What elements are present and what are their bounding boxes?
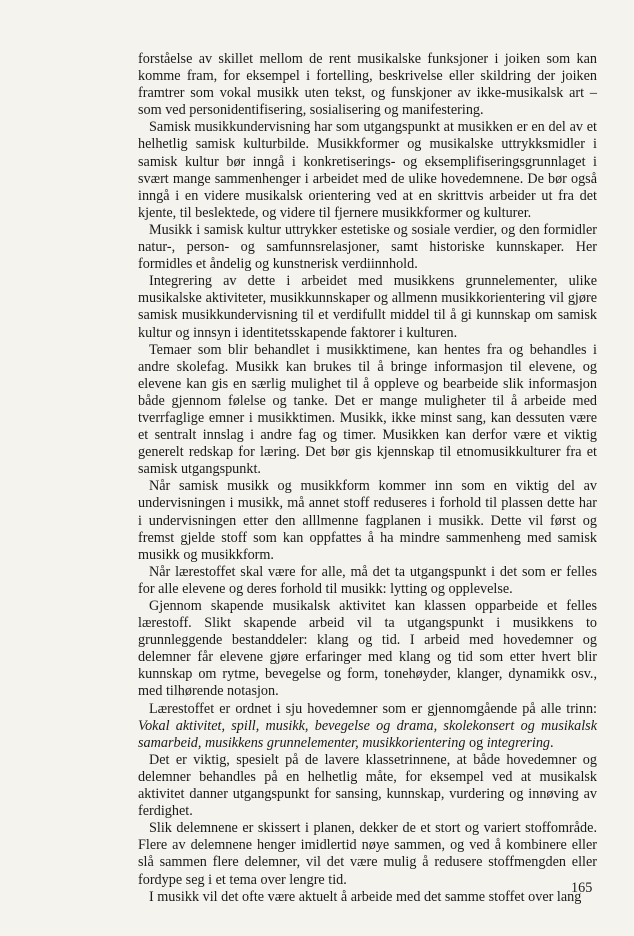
paragraph-9-main-topics: Vokal aktivitet, spill, musikk, bevegelse og drama, skolekonsert og musikalsk samarbeid, musikkens grunnelementer, musikkorientering [138,717,597,751]
paragraph-12: I musikk vil det ofte være aktuelt å arbeide med det samme stoffet over lang [149,888,582,905]
paragraph-10: Det er viktig, spesielt på de lavere klassetrinnene, at både hovedemner og delemner behandles på en helhetlig måte, for eksempel ved at musikalsk aktivitet danner utgangspunkt for sansing, kunnskap, vurdering og innøving av ferdighet. [138,751,597,820]
paragraph-7: Når lærestoffet skal være for alle, må det ta utgangspunkt i det som er felles for alle elevene og deres forhold til musikk: lytting og opplevelse. [138,563,597,597]
paragraph-5: Temaer som blir behandlet i musikktimene, kan hentes fra og behandles i andre skolefag. Musikk kan brukes til å bringe informasjon til elevene, og elevene kan gis en særlig mulighet til å oppleve og bearbeide slik informasjon både gjennom følelse og tanke. Det er mange muligheter til å arbeide med tverrfaglige emner i musikktimen. Musikk, ikke minst sang, kan dessuten være et sentralt innslag i andre fag og timer. Musikken kan derfor være et viktig generelt redskap for læring. Det bør gis kjennskap til etnomusikkulturer fra et samisk utgangspunkt. [138,341,597,478]
paragraph-2: Samisk musikkundervisning har som utgangspunkt at musikken er en del av et helhetlig samisk kulturbilde. Musikkformer og musikalske uttrykksmidler i samisk kultur bør inngå i konkretiserings- og eksemplifiseringsgrunnlaget i svært mange sammenhenger i arbeidet med de ulike hovedemnene. De bør også inngå i en videre musikalsk orientering ved at en skrittvis arbeider ut fra det kjente, til beslektede, og videre til fjernere musikkformer og kulturer. [138,119,597,221]
paragraph-11: Slik delemnene er skissert i planen, dekker de et stort og variert stoffområde. Flere av delemnene henger imidlertid nøye sammen, og ved å kombinere eller slå sammen flere delemner, vil det være mulig å redusere stoffmengden eller fordype seg i et tema over lengre tid. [138,820,597,888]
paragraph-9-end: . [550,734,554,751]
paragraph-3: Musikk i samisk kultur uttrykker estetiske og sosiale verdier, og den formidler natur-, person- og samfunnsrelasjoner, samt historiske kunnskaper. Her formidles et åndelig og kunstnerisk verdiinnhold. [138,221,597,273]
paragraph-1: forståelse av skillet mellom de rent musikalske funksjoner i joiken som kan komme fram, for eksempel i fortelling, beskrivelse eller skildring der joiken framtrer som vokal musikk uten tekst, og funskjoner av ikke-musikalsk art – som ved personidentifisering, sosialisering og manifestering. [138,51,597,119]
paragraph-6: Når samisk musikk og musikkform kommer inn som en viktig del av undervisningen i musikk, må annet stoff reduseres i forhold til plassen dette har i undervisningen etter den alllmenne fagplanen i musikk. Dette vil først og fremst gjelde stoff som kan oppfattes å ha mindre sammenheng med samisk musikk og musikkform. [138,478,597,563]
paragraph-8: Gjennom skapende musikalsk aktivitet kan klassen opparbeide et felles lærestoff. Slikt skapende arbeid vil ta utgangspunkt i musikkens to grunnleggende bestanddeler: klang og tid. I arbeid med hovedemner og delemner får elevene gjøre erfaringer med klang og tid som etter hvert blir kunnskap om rytme, bevegelse og form, tonehøyder, klanger, dynamikk osv., med tilhørende notasjon. [138,598,597,700]
paragraph-9 [138,701,597,752]
paragraph-4: Integrering av dette i arbeidet med musikkens grunnelementer, ulike musikalske aktiviteter, musikkunnskaper og allmenn musikkorientering vil gjøre samisk musikkundervisning til et verdifullt middel til å gi kunnskap om samisk kultur og innsyn i identitetsskapende faktorer i kulturen. [138,273,597,341]
paragraph-9-intro: Lærestoffet er ordnet i sju hovedemner som er gjennomgående på alle trinn: [149,700,597,717]
body-text [138,51,597,906]
paragraph-9-joiner: og [465,734,487,751]
page-number: 165 [571,880,593,896]
paragraph-9-last-topic: integrering [486,734,551,751]
